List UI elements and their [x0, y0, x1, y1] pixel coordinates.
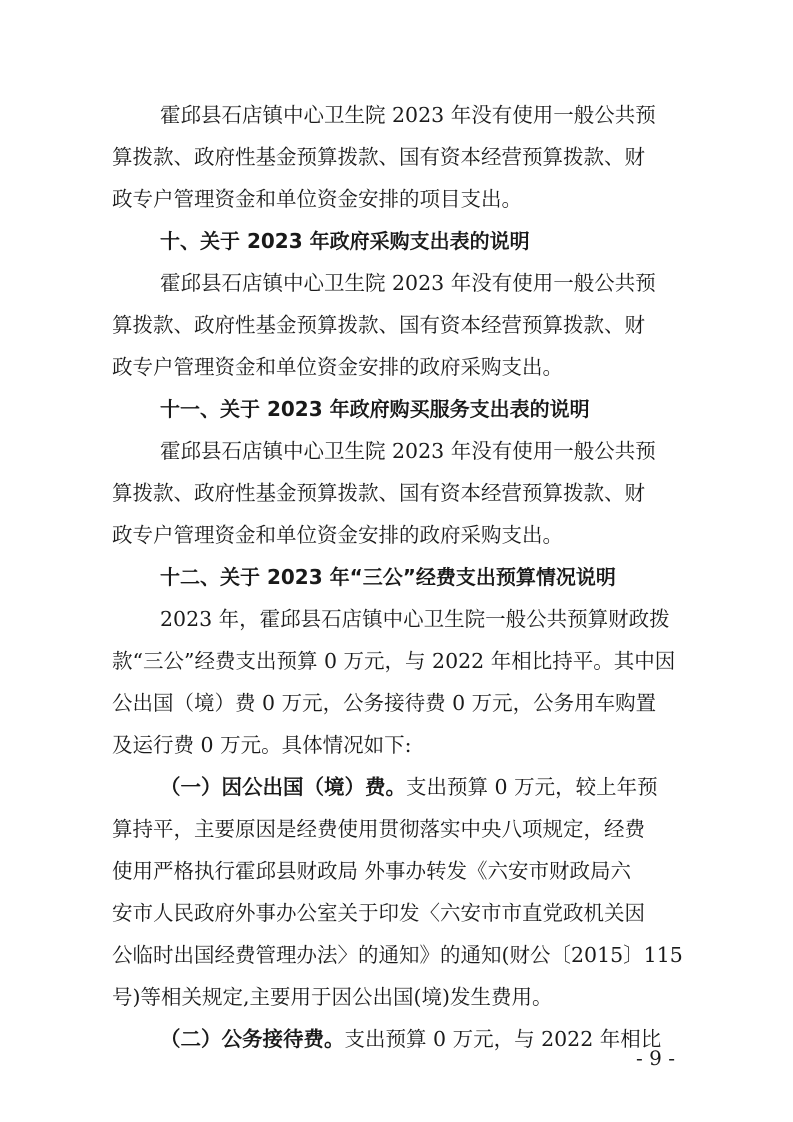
paragraph-text: 支出预算 0 万元，与 2022 年相比: [344, 1027, 662, 1051]
paragraph-line: 算拨款、政府性基金预算拨款、国有资本经营预算拨款、财: [112, 145, 645, 169]
paragraph-line: [160, 775, 728, 799]
paragraph-text: 支出预算 0 万元，较上年预: [406, 775, 658, 799]
section-heading: 十二、关于 2023 年“三公”经费支出预算情况说明: [160, 565, 616, 589]
paragraph-line: 算拨款、政府性基金预算拨款、国有资本经营预算拨款、财: [112, 313, 645, 337]
paragraph-line: 政专户管理资金和单位资金安排的政府采购支出。: [112, 523, 563, 547]
section-heading: 十一、关于 2023 年政府购买服务支出表的说明: [160, 397, 590, 421]
subsection-title: （一）因公出国（境）费。: [160, 775, 406, 799]
paragraph-line: 政专户管理资金和单位资金安排的政府采购支出。: [112, 355, 563, 379]
subsection-title: （二）公务接待费。: [160, 1027, 345, 1051]
paragraph-line: 使用严格执行霍邱县财政局 外事办转发《六安市财政局六: [112, 859, 632, 883]
paragraph-line: 安市人民政府外事办公室关于印发〈六安市市直党政机关因: [112, 901, 645, 925]
paragraph-line: 算持平，主要原因是经费使用贯彻落实中央八项规定，经费: [112, 817, 645, 841]
paragraph-line: 公出国（境）费 0 万元，公务接待费 0 万元，公务用车购置: [112, 691, 657, 715]
section-heading: 十、关于 2023 年政府采购支出表的说明: [160, 229, 530, 253]
paragraph-line: 及运行费 0 万元。具体情况如下:: [112, 733, 412, 757]
paragraph-line: 2023 年，霍邱县石店镇中心卫生院一般公共预算财政拨: [160, 607, 670, 631]
paragraph-line: 霍邱县石店镇中心卫生院 2023 年没有使用一般公共预: [160, 103, 656, 127]
paragraph-line: 公临时出国经费管理办法〉的通知》的通知(财公〔2015〕115: [112, 943, 683, 967]
paragraph-line: 霍邱县石店镇中心卫生院 2023 年没有使用一般公共预: [160, 271, 656, 295]
paragraph-line: 款“三公”经费支出预算 0 万元，与 2022 年相比持平。其中因: [112, 649, 676, 673]
paragraph-line: 算拨款、政府性基金预算拨款、国有资本经营预算拨款、财: [112, 481, 645, 505]
page-number: - 9 -: [636, 1046, 675, 1070]
paragraph-line: 霍邱县石店镇中心卫生院 2023 年没有使用一般公共预: [160, 439, 656, 463]
paragraph-line: 政专户管理资金和单位资金安排的项目支出。: [112, 187, 522, 211]
paragraph-line: 号)等相关规定,主要用于因公出国(境)发生费用。: [112, 985, 553, 1009]
